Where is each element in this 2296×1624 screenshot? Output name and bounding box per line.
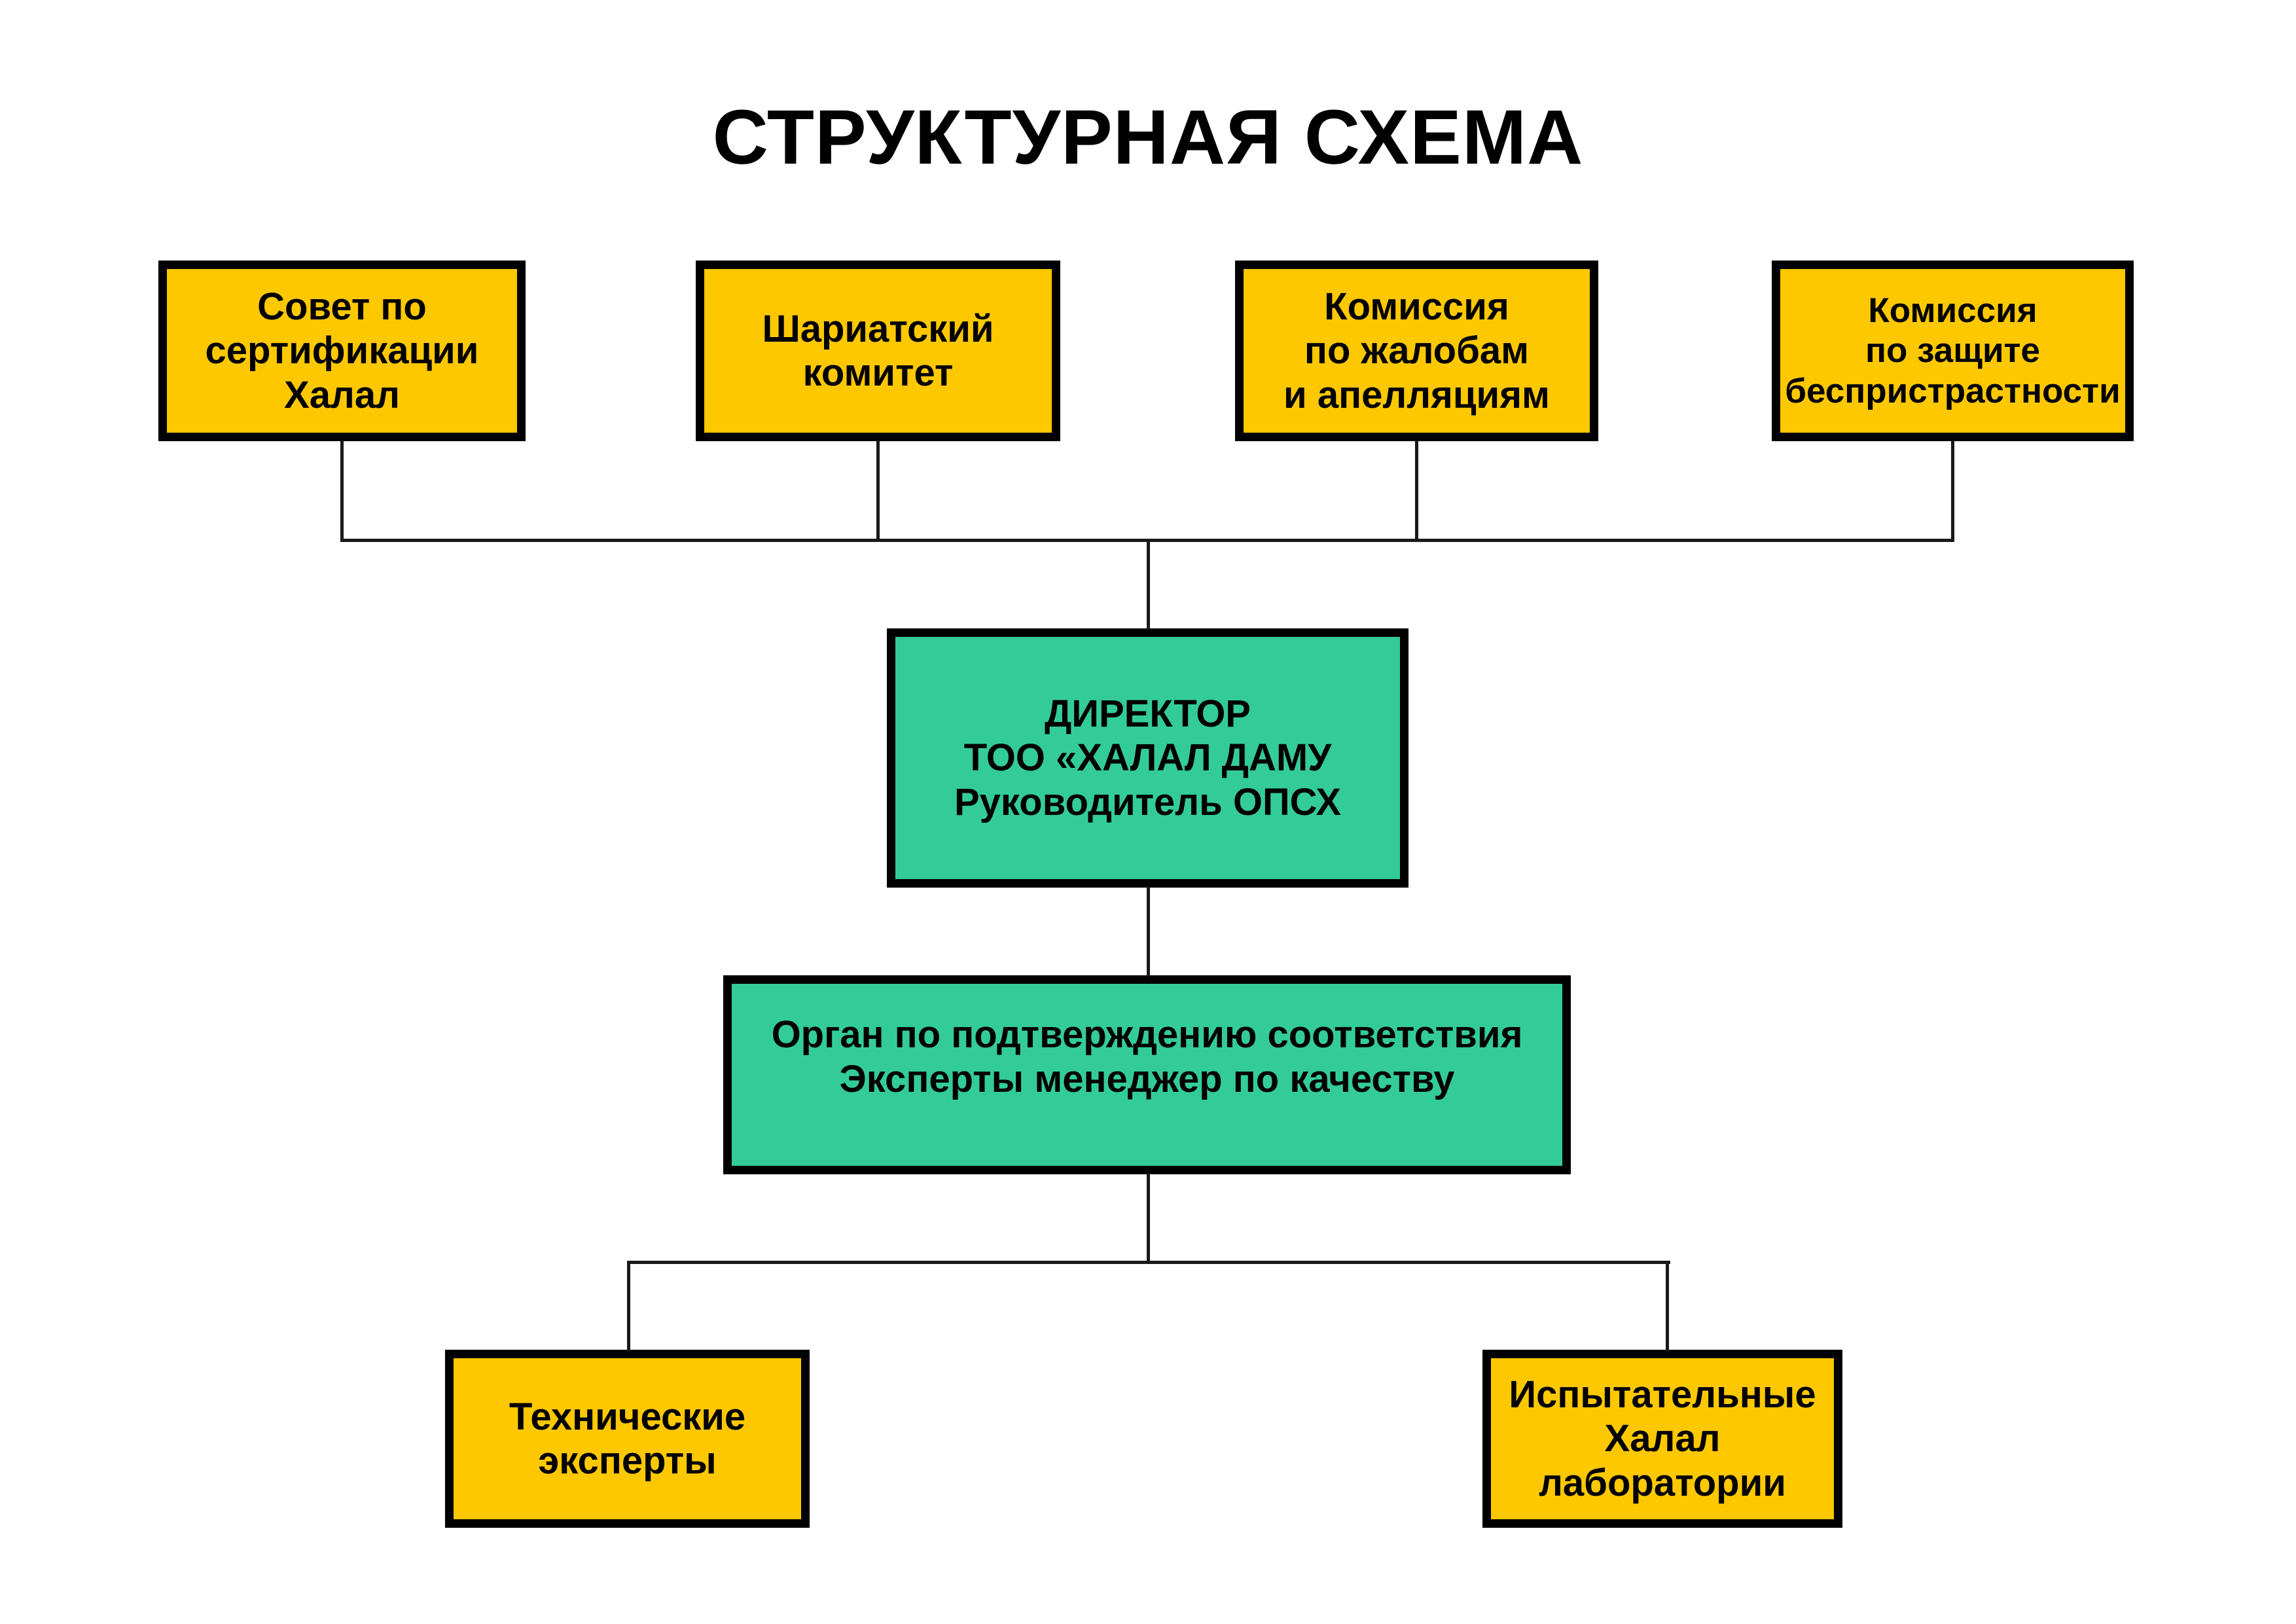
box-testing-labs-label: Испытательные Халал лаборатории [1509, 1373, 1816, 1504]
page-title: СТРУКТУРНАЯ СХЕМА [712, 94, 1584, 181]
connector-director-to-conformity-body [1147, 886, 1150, 977]
box-director-label: ДИРЕКТОР ТОО «ХАЛАЛ ДАМУ Руководитель ОПСХ [954, 693, 1342, 823]
connector-impartiality-commission-down [1951, 441, 1954, 541]
box-sharia-committee [696, 261, 1060, 441]
box-director [887, 628, 1408, 888]
box-sharia-committee-label: Шариатский комитет [762, 307, 994, 394]
connector-to-technical-experts [627, 1263, 630, 1351]
connector-sharia-committee-down [876, 441, 880, 541]
connector-to-director [1147, 541, 1150, 630]
connector-conformity-body-down [1147, 1173, 1150, 1262]
box-certification-council-label: Совет по сертификации Халал [205, 285, 479, 416]
box-conformity-body-label: Орган по подтверждению соответствия Эксперты менеджер по качеству [771, 1013, 1523, 1100]
connector-complaints-commission-down [1415, 441, 1418, 541]
box-certification-council [158, 261, 526, 441]
connector-bottom-horizontal [627, 1261, 1670, 1264]
connector-to-testing-labs [1666, 1263, 1669, 1351]
box-impartiality-commission [1772, 261, 2134, 441]
box-complaints-commission [1235, 261, 1598, 441]
box-impartiality-commission-label: Комиссия по защите беспристрастности [1785, 291, 2121, 410]
box-technical-experts [445, 1350, 810, 1528]
box-technical-experts-label: Технические эксперты [509, 1395, 746, 1482]
box-testing-labs [1482, 1350, 1842, 1528]
box-conformity-body [723, 975, 1571, 1174]
connector-certification-council-down [340, 441, 344, 541]
box-complaints-commission-label: Комиссия по жалобам и апелляциям [1283, 285, 1550, 416]
